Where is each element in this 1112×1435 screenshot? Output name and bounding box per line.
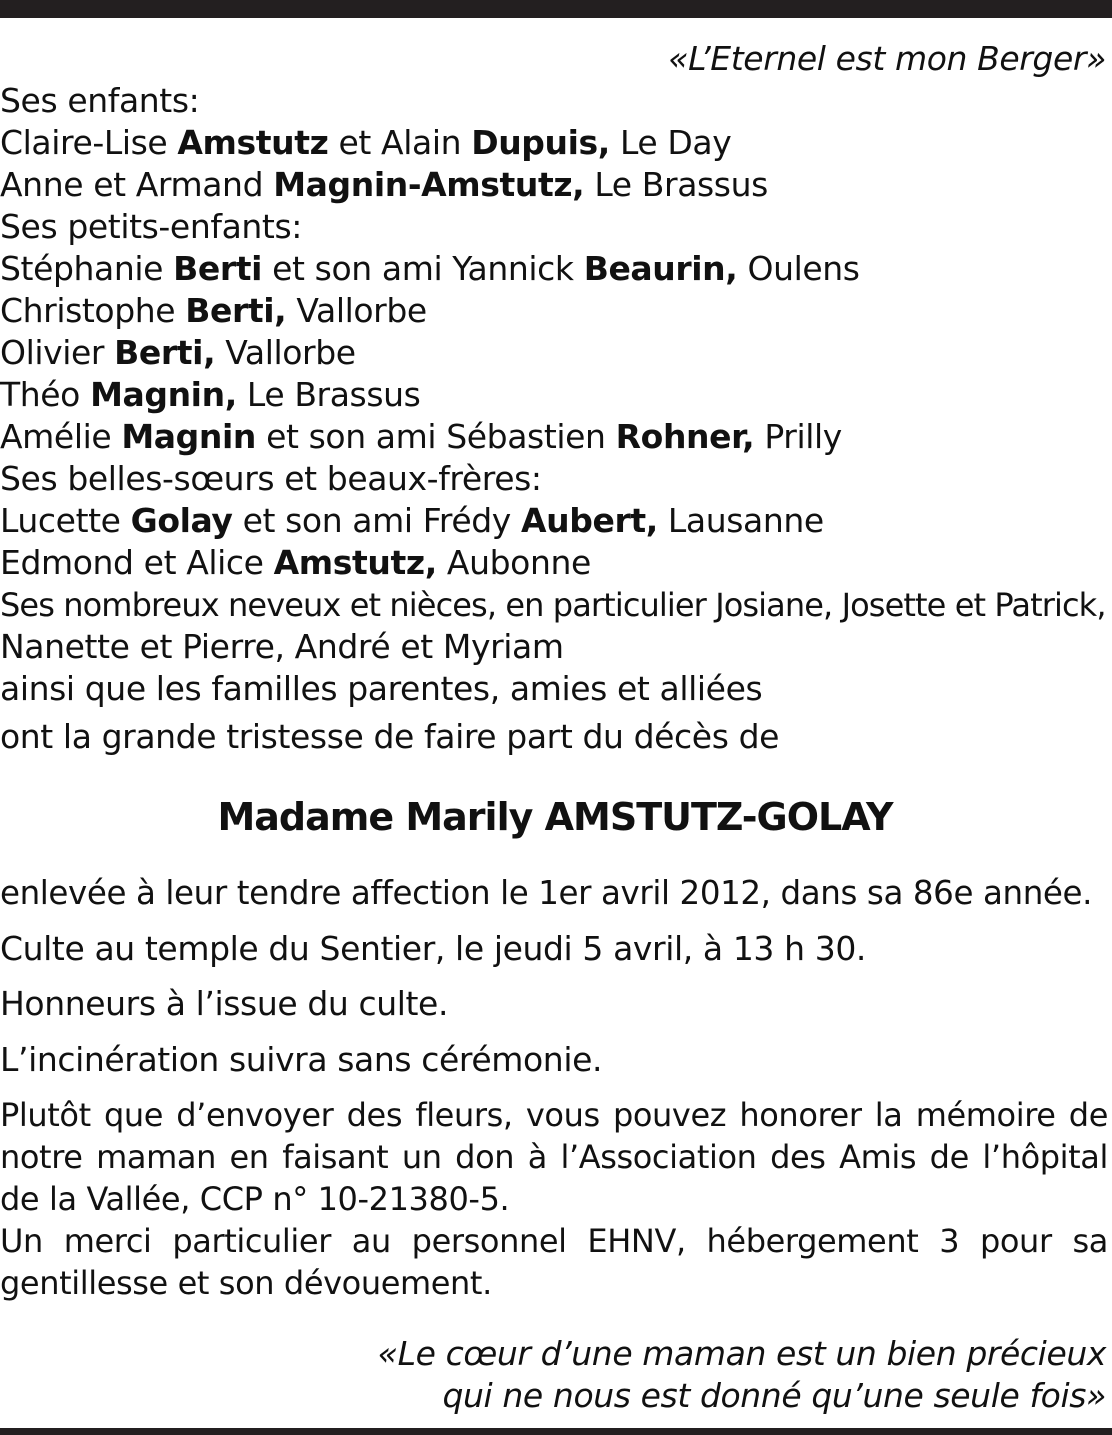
grandchildren-heading: Ses petits-enfants: bbox=[0, 207, 302, 246]
grandchild-entry: Théo Magnin, Le Brassus bbox=[0, 375, 421, 414]
opening-quote: «L’Eternel est mon Berger» bbox=[668, 39, 1106, 78]
service-details: Culte au temple du Sentier, le jeudi 5 avril, à 13 h 30. bbox=[0, 929, 867, 968]
honours-details: Honneurs à l’issue du culte. bbox=[0, 984, 449, 1023]
announcement-text: ont la grande tristesse de faire part du décès de bbox=[0, 717, 780, 756]
closing-quote-line: «Le cœur d’une maman est un bien précieux bbox=[377, 1334, 1106, 1373]
nephews-line: Nanette et Pierre, André et Myriam bbox=[0, 627, 564, 666]
thanks-paragraph: Un merci particulier au personnel EHNV, hébergement 3 pour sa gentillesse et son dévouement. bbox=[0, 1222, 1108, 1302]
donation-paragraph: Plutôt que d’envoyer des fleurs, vous pouvez honorer la mémoire de notre maman en faisant un don à l’Association des Amis de l’hôpital de la Vallée, CCP n° 10-21380-5. bbox=[0, 1096, 1108, 1218]
inlaw-entry: Lucette Golay et son ami Frédy Aubert, Lausanne bbox=[0, 501, 824, 540]
top-border-rule bbox=[0, 0, 1112, 18]
closing-quote-line: qui ne nous est donné qu’une seule fois» bbox=[442, 1376, 1106, 1415]
cremation-details: L’incinération suivra sans cérémonie. bbox=[0, 1040, 603, 1079]
inlaw-entry: Edmond et Alice Amstutz, Aubonne bbox=[0, 543, 591, 582]
child-entry: Anne et Armand Magnin-Amstutz, Le Brassus bbox=[0, 165, 768, 204]
nephews-line: Ses nombreux neveux et nièces, en particulier Josiane, Josette et Patrick, bbox=[0, 586, 1106, 624]
grandchild-entry: Amélie Magnin et son ami Sébastien Rohner, Prilly bbox=[0, 417, 842, 456]
grandchild-entry: Stéphanie Berti et son ami Yannick Beaurin, Oulens bbox=[0, 249, 860, 288]
grandchild-entry: Christophe Berti, Vallorbe bbox=[0, 291, 427, 330]
death-details: enlevée à leur tendre affection le 1er avril 2012, dans sa 86e année. bbox=[0, 874, 1093, 912]
extended-family-line: ainsi que les familles parentes, amies et alliées bbox=[0, 669, 763, 708]
children-heading: Ses enfants: bbox=[0, 81, 200, 120]
deceased-name: Madame Marily AMSTUTZ-GOLAY bbox=[217, 795, 893, 839]
bottom-border-rule bbox=[0, 1428, 1112, 1435]
child-entry: Claire-Lise Amstutz et Alain Dupuis, Le Day bbox=[0, 123, 732, 162]
grandchild-entry: Olivier Berti, Vallorbe bbox=[0, 333, 356, 372]
inlaws-heading: Ses belles-sœurs et beaux-frères: bbox=[0, 459, 542, 498]
